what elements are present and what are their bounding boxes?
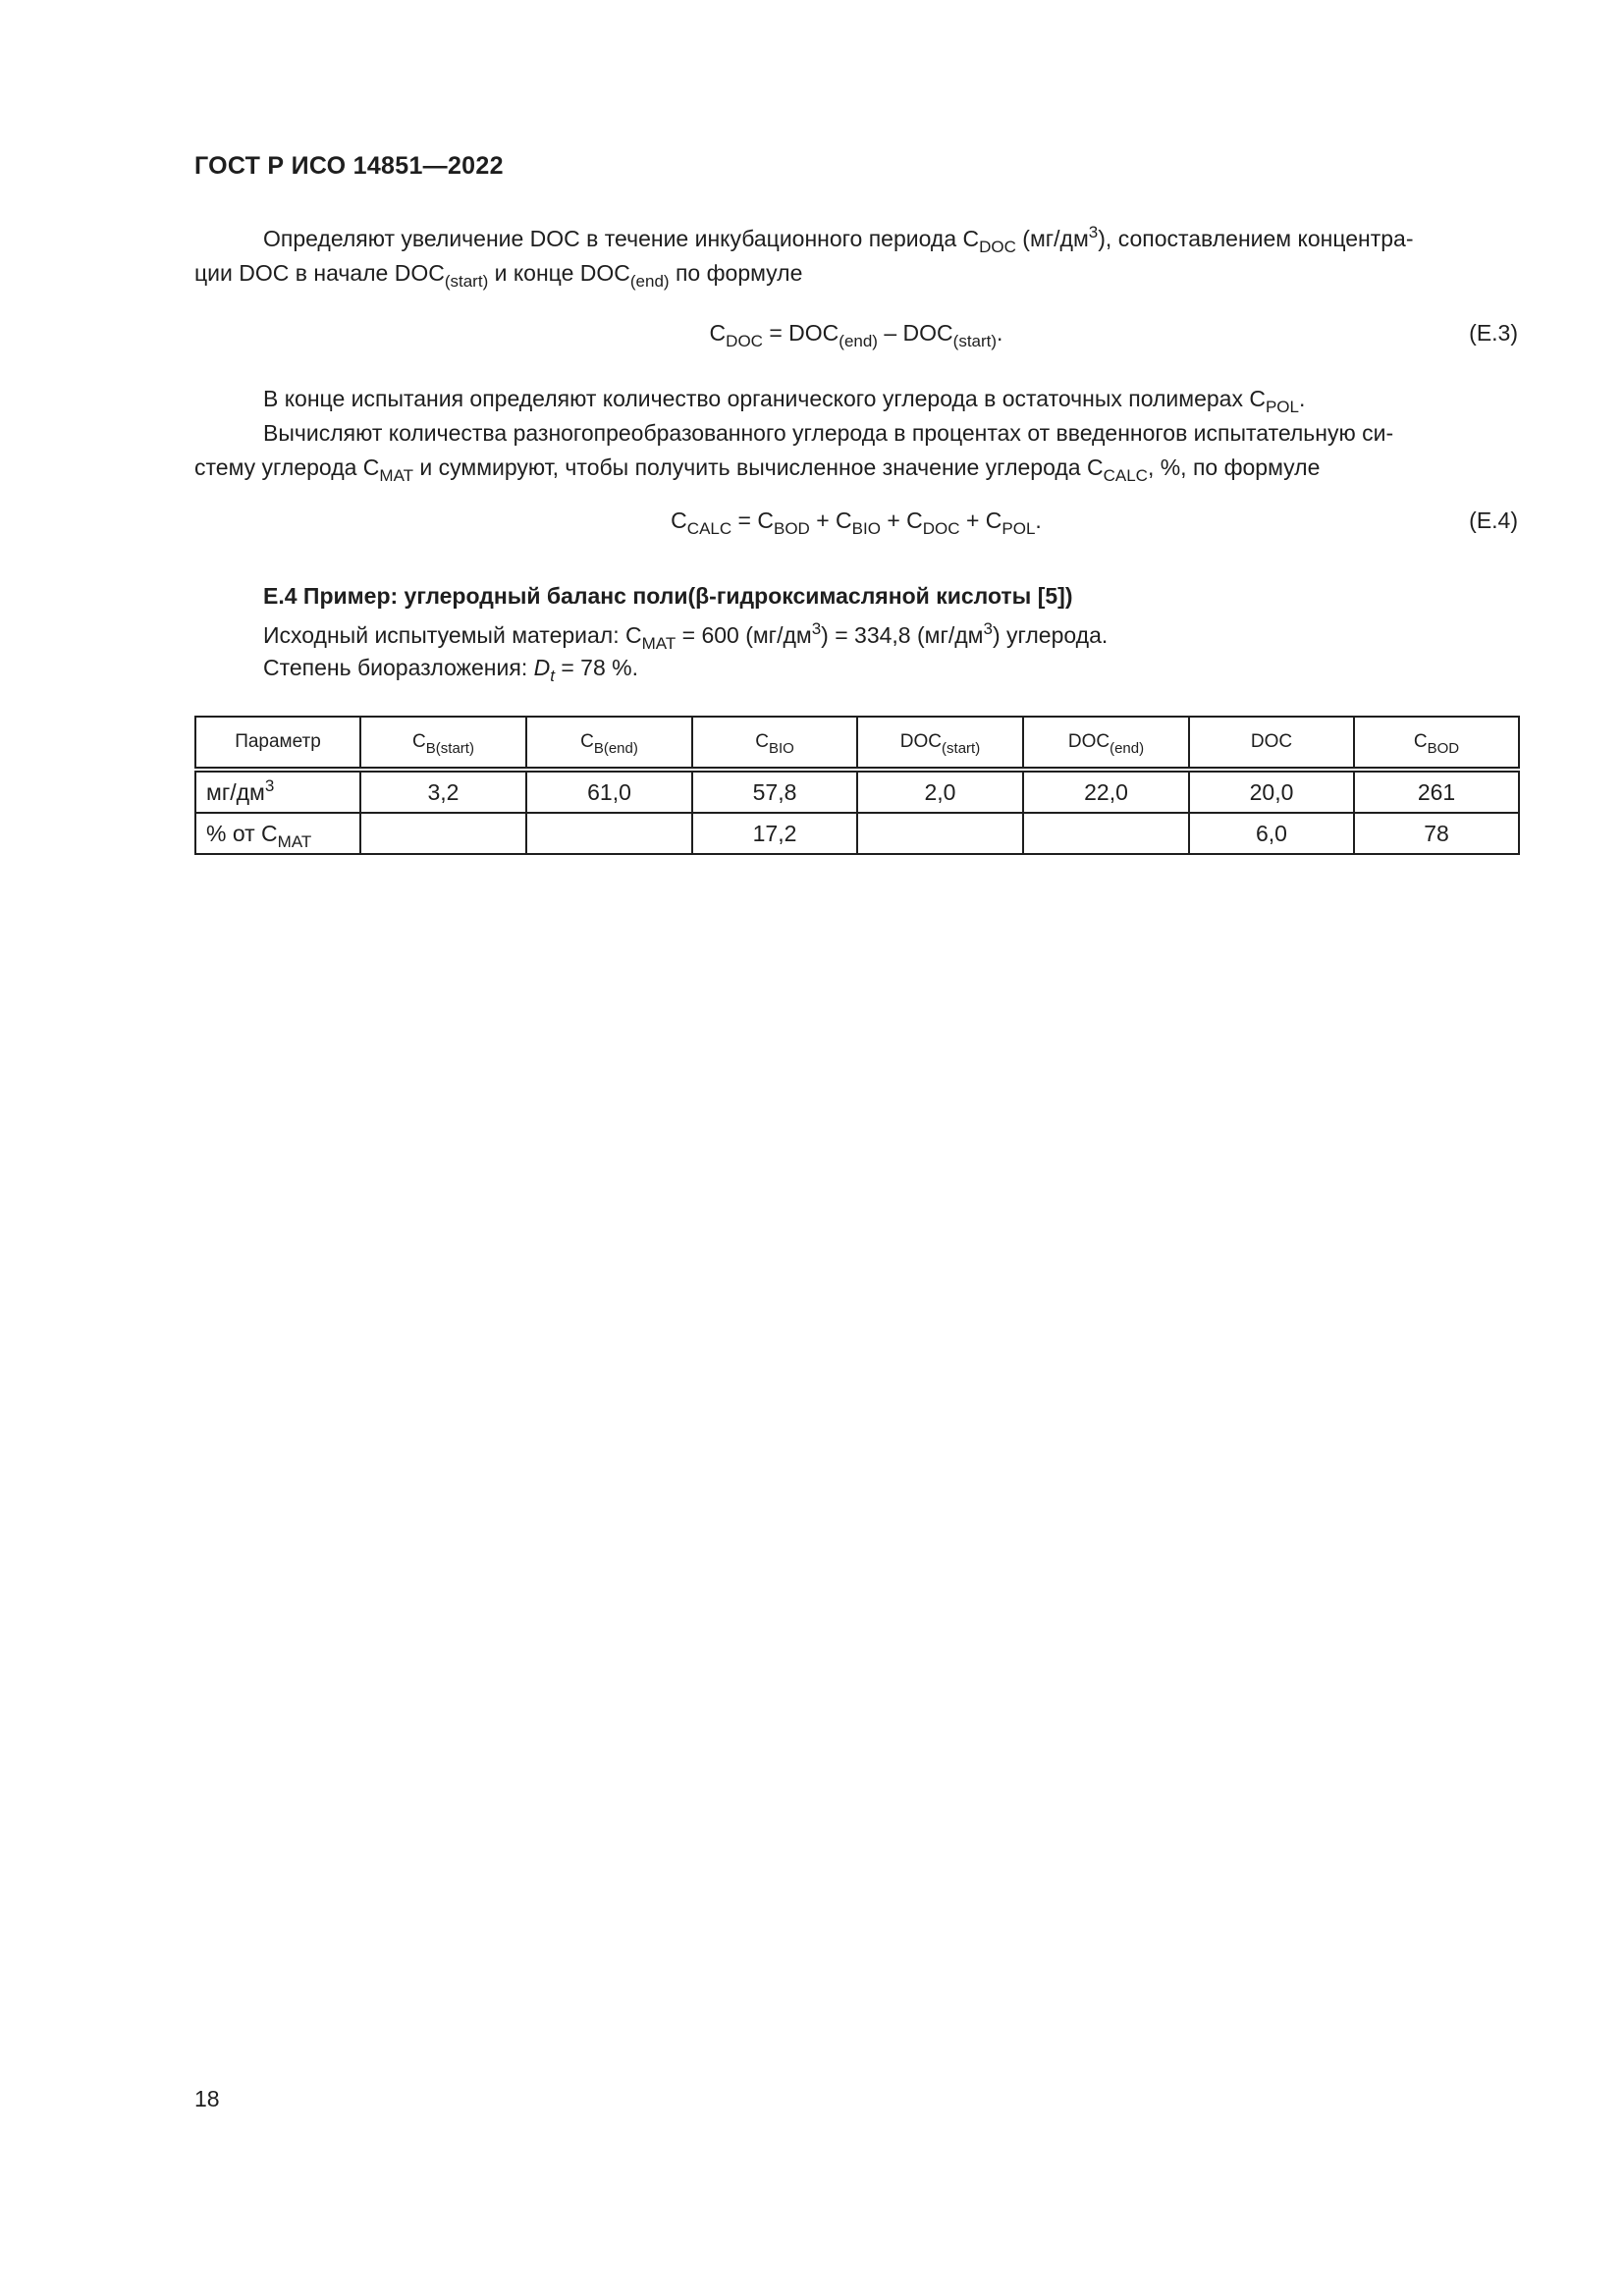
table-header-cell: $DOC_{(start)}$ bbox=[857, 717, 1023, 770]
table-cell: 78 bbox=[1354, 813, 1519, 854]
example-material-line: Исходный испытуемый материал: $C_{MAT} = 600$ $(мг/дм^3) = 334,8$ $(мг/дм^3)$ углерода. bbox=[263, 619, 1109, 653]
table-cell: 3,2 bbox=[360, 770, 526, 813]
paragraph-doc-increase-cont: ции DOC в начале $DOC_{(start)}$ и конце $DOC_{(end)}$ по формуле bbox=[194, 260, 803, 291]
table-cell: 20,0 bbox=[1189, 770, 1354, 813]
table-header-cell: $C_{B(end)}$ bbox=[526, 717, 692, 770]
formula-e3-number: (E.3) bbox=[1469, 320, 1518, 346]
paragraph-doc-increase: Определяют увеличение DOC в течение инкубационного периода $C_{DOC}$ $(мг/дм^3)$, сопоставлением концентра- bbox=[263, 223, 1414, 256]
table-cell: 57,8 bbox=[692, 770, 857, 813]
table-row bbox=[195, 770, 1519, 813]
table-row bbox=[195, 813, 1519, 854]
example-degree-line: Степень биоразложения: $D_t = 78$ %. bbox=[263, 655, 638, 685]
carbon-balance-table bbox=[194, 716, 1520, 855]
table-cell bbox=[1023, 813, 1189, 854]
table-row-label: $мг/дм^3$ bbox=[195, 770, 360, 813]
table-header-row bbox=[195, 717, 1519, 770]
table-header-cell: $DOC_{(end)}$ bbox=[1023, 717, 1189, 770]
table-cell: 2,0 bbox=[857, 770, 1023, 813]
table-header-cell: DOC bbox=[1189, 717, 1354, 770]
section-title: Е.4 Пример: углеродный баланс поли(β-гидроксимасляной кислоты [5]) bbox=[263, 583, 1073, 609]
formula-e4-number: (E.4) bbox=[1469, 507, 1518, 533]
table-header-cell: $C_{BOD}$ bbox=[1354, 717, 1519, 770]
document-header: ГОСТ Р ИСО 14851—2022 bbox=[194, 152, 504, 180]
table-header-cell: $C_{BIO}$ bbox=[692, 717, 857, 770]
table-cell bbox=[360, 813, 526, 854]
paragraph-calc-cont: стему углерода $C_{MAT}$ и суммируют, чтобы получить вычисленное значение углерода $C_{CALC}$, %, по формуле bbox=[194, 454, 1321, 485]
page-number: 18 bbox=[194, 2086, 220, 2111]
formula-e4-expression: $C_{CALC} = C_{BOD} + C_{BIO} + C_{DOC} + C_{POL}$. bbox=[671, 507, 1042, 538]
paragraph-residual-polymer: В конце испытания определяют количество органического углерода в остаточных полимерах $C_{POL}$. bbox=[263, 386, 1306, 416]
formula-e4 bbox=[194, 507, 1518, 543]
table-cell bbox=[857, 813, 1023, 854]
formula-e3 bbox=[194, 320, 1518, 355]
table-cell: 6,0 bbox=[1189, 813, 1354, 854]
table-header-cell: Параметр bbox=[195, 717, 360, 770]
table-cell: 261 bbox=[1354, 770, 1519, 813]
formula-e3-expression: $C_{DOC} = DOC_{(end)} - DOC_{(start)}$. bbox=[709, 320, 1003, 350]
table-cell bbox=[526, 813, 692, 854]
table-cell: 61,0 bbox=[526, 770, 692, 813]
table-header-cell: $C_{B(start)}$ bbox=[360, 717, 526, 770]
table-cell: 17,2 bbox=[692, 813, 857, 854]
table-cell: 22,0 bbox=[1023, 770, 1189, 813]
table-row-label: % от $C_{MAT}$ bbox=[195, 813, 360, 854]
paragraph-calc: Вычисляют количества разногопреобразованного углерода в процентах от введенногов испытательную си- bbox=[263, 420, 1394, 446]
